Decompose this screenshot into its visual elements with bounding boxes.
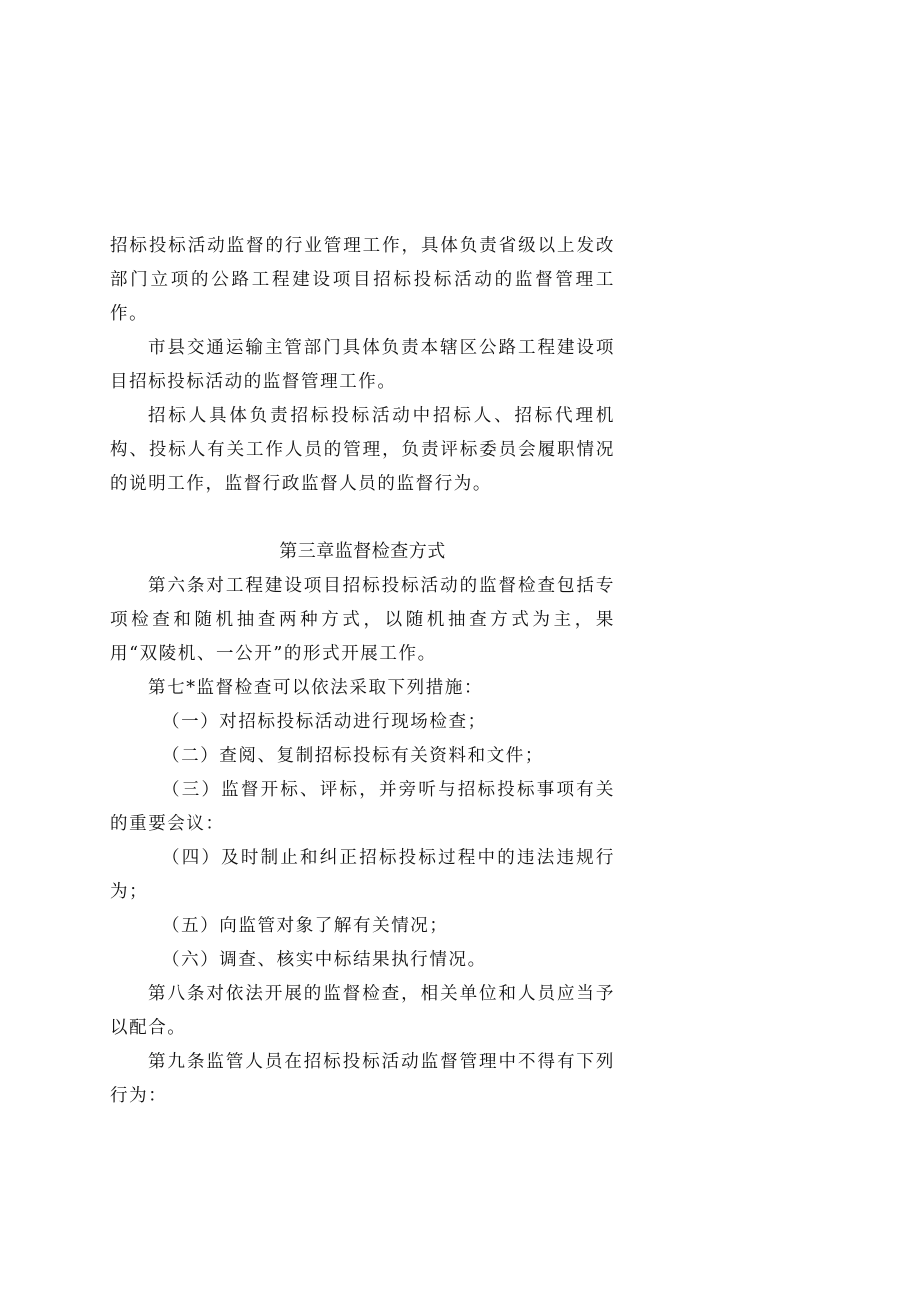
measure-item: （二）查阅、复制招标投标有关资料和文件； <box>162 746 544 766</box>
paragraph-tenderer: 招标人具体负责招标投标活动中招标人、招标代理机构、投标人有关工作人员的管理，负责评标委员会履职情况的说明工作，监督行政监督人员的监督行为。 <box>110 406 615 494</box>
measure-item: （四）及时制止和纠正招标投标过程中的违法违规行为； <box>110 848 615 902</box>
article-8: 第八条对依法开展的监督检查，相关单位和人员应当予以配合。 <box>110 984 615 1038</box>
article-7: 第七*监督检查可以依法采取下列措施： <box>148 678 484 698</box>
measure-item: （五）向监管对象了解有关情况； <box>162 916 449 936</box>
paragraph-continuation: 招标投标活动监督的行业管理工作，具体负责省级以上发改部门立项的公路工程建设项目招标投标活动的监督管理工作。 <box>110 236 615 324</box>
article-9: 第九条监管人员在招标投标活动监督管理中不得有下列行为： <box>110 1052 615 1106</box>
paragraph-city-county: 市县交通运输主管部门具体负责本辖区公路工程建设项目招标投标活动的监督管理工作。 <box>110 338 615 392</box>
measure-item: （一）对招标投标活动进行现场检查； <box>162 712 487 732</box>
spacer <box>110 501 615 535</box>
document-page <box>110 229 615 1113</box>
measure-item: （三）监督开标、评标，并旁听与招标投标事项有关的重要会议： <box>110 780 615 834</box>
article-6: 第六条对工程建设项目招标投标活动的监督检查包括专项检查和随机抽查两种方式，以随机抽查方式为主，果用“双陵机、一公开”的形式开展工作。 <box>110 576 615 664</box>
measure-item: （六）调查、核实中标结果执行情况。 <box>162 950 487 970</box>
chapter-title: 第三章监督检查方式 <box>279 541 446 562</box>
